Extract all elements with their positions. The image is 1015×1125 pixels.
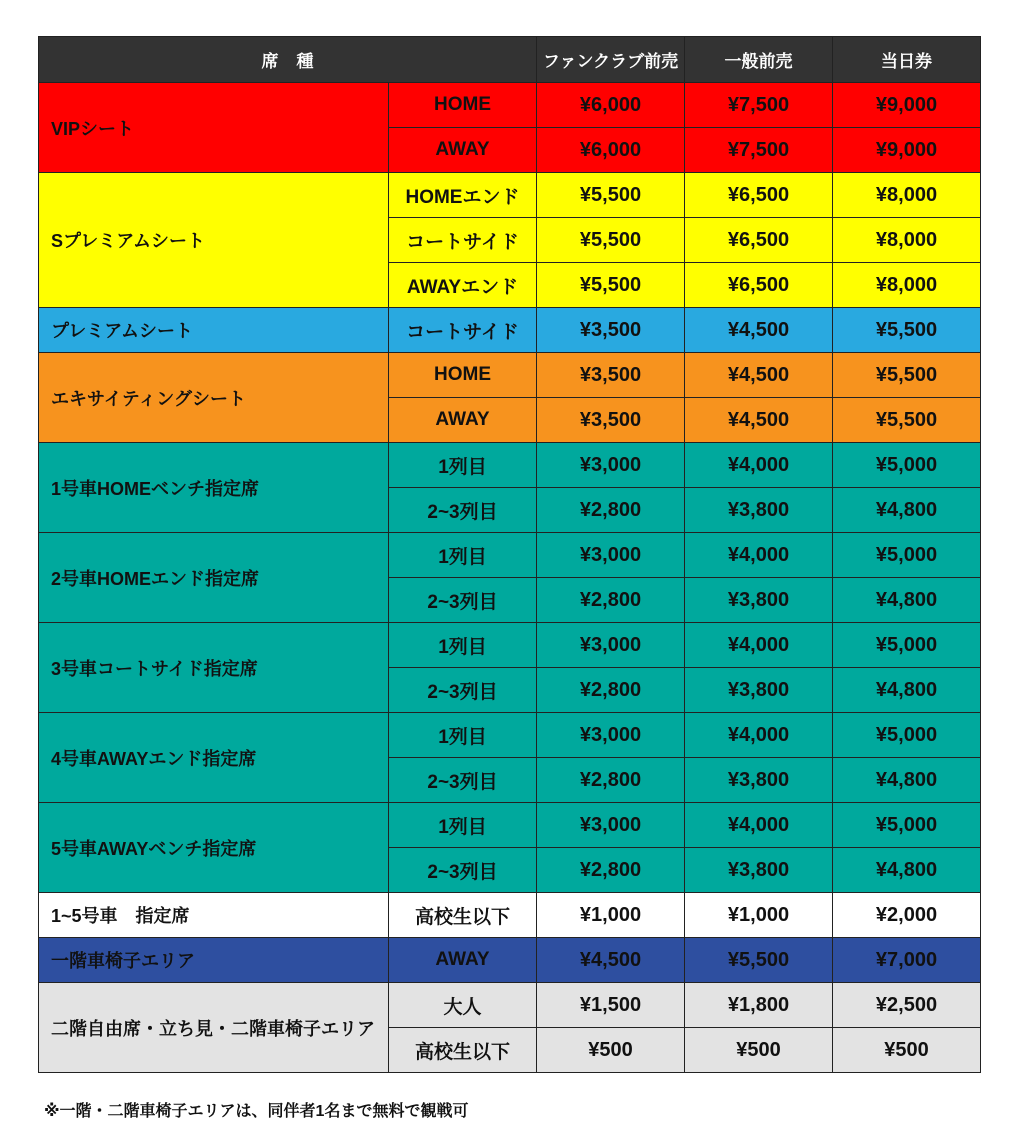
price-fanclub: ¥3,000 xyxy=(537,713,685,758)
sub-category: 2~3列目 xyxy=(389,668,537,713)
price-fanclub: ¥2,800 xyxy=(537,668,685,713)
seat-name: 5号車AWAYベンチ指定席 xyxy=(39,803,389,893)
sub-category: 2~3列目 xyxy=(389,578,537,623)
price-general: ¥4,000 xyxy=(685,623,833,668)
price-sameday: ¥8,000 xyxy=(833,263,981,308)
price-sameday: ¥5,000 xyxy=(833,533,981,578)
sub-category: AWAY xyxy=(389,128,537,173)
price-general: ¥6,500 xyxy=(685,263,833,308)
price-general: ¥7,500 xyxy=(685,83,833,128)
price-fanclub: ¥5,500 xyxy=(537,263,685,308)
header-row xyxy=(39,37,981,83)
price-general: ¥500 xyxy=(685,1028,833,1073)
price-general: ¥6,500 xyxy=(685,218,833,263)
footnote: ※一階・二階車椅子エリアは、同伴者1名まで無料で観戦可 xyxy=(44,1103,469,1120)
price-sameday: ¥9,000 xyxy=(833,83,981,128)
price-general: ¥1,000 xyxy=(685,893,833,938)
sub-category: 大人 xyxy=(389,983,537,1028)
sub-category: 高校生以下 xyxy=(389,893,537,938)
price-fanclub: ¥5,500 xyxy=(537,173,685,218)
price-fanclub: ¥1,000 xyxy=(537,893,685,938)
sub-category: AWAY xyxy=(389,938,537,983)
table-row xyxy=(39,623,981,668)
seat-name: 二階自由席・立ち見・二階車椅子エリア xyxy=(39,983,389,1073)
price-fanclub: ¥6,000 xyxy=(537,128,685,173)
price-sameday: ¥8,000 xyxy=(833,218,981,263)
table-row xyxy=(39,938,981,983)
price-sameday: ¥8,000 xyxy=(833,173,981,218)
table-row xyxy=(39,308,981,353)
sub-category: 1列目 xyxy=(389,803,537,848)
price-sameday: ¥5,000 xyxy=(833,713,981,758)
price-sameday: ¥5,500 xyxy=(833,398,981,443)
sub-category: 高校生以下 xyxy=(389,1028,537,1073)
sub-category: 1列目 xyxy=(389,443,537,488)
table-row xyxy=(39,893,981,938)
price-sameday: ¥4,800 xyxy=(833,758,981,803)
price-general: ¥4,500 xyxy=(685,353,833,398)
table-row xyxy=(39,353,981,398)
price-general: ¥3,800 xyxy=(685,668,833,713)
table-row xyxy=(39,983,981,1028)
price-sameday: ¥2,000 xyxy=(833,893,981,938)
price-fanclub: ¥2,800 xyxy=(537,758,685,803)
seat-name: 1号車HOMEベンチ指定席 xyxy=(39,443,389,533)
sub-category: HOME xyxy=(389,83,537,128)
seat-name: 1~5号車 指定席 xyxy=(39,893,389,938)
price-fanclub: ¥3,000 xyxy=(537,443,685,488)
seat-name: 一階車椅子エリア xyxy=(39,938,389,983)
price-sameday: ¥2,500 xyxy=(833,983,981,1028)
sub-category: 2~3列目 xyxy=(389,848,537,893)
table-row xyxy=(39,173,981,218)
sub-category: 2~3列目 xyxy=(389,758,537,803)
table-row xyxy=(39,533,981,578)
price-sameday: ¥4,800 xyxy=(833,578,981,623)
header-general: 一般前売 xyxy=(685,37,833,83)
price-general: ¥4,000 xyxy=(685,443,833,488)
price-general: ¥6,500 xyxy=(685,173,833,218)
seat-name: VIPシート xyxy=(39,83,389,173)
price-fanclub: ¥1,500 xyxy=(537,983,685,1028)
table-row xyxy=(39,83,981,128)
price-general: ¥1,800 xyxy=(685,983,833,1028)
sub-category: 1列目 xyxy=(389,623,537,668)
table-row xyxy=(39,713,981,758)
price-general: ¥3,800 xyxy=(685,758,833,803)
sub-category: コートサイド xyxy=(389,308,537,353)
price-fanclub: ¥3,500 xyxy=(537,398,685,443)
price-fanclub: ¥2,800 xyxy=(537,848,685,893)
price-general: ¥4,000 xyxy=(685,803,833,848)
seat-name: 3号車コートサイド指定席 xyxy=(39,623,389,713)
price-fanclub: ¥3,000 xyxy=(537,623,685,668)
price-sameday: ¥500 xyxy=(833,1028,981,1073)
seat-name: Sプレミアムシート xyxy=(39,173,389,308)
sub-category: 1列目 xyxy=(389,533,537,578)
header-sameday: 当日券 xyxy=(833,37,981,83)
price-general: ¥4,500 xyxy=(685,308,833,353)
price-fanclub: ¥5,500 xyxy=(537,218,685,263)
sub-category: HOME xyxy=(389,353,537,398)
sub-category: 2~3列目 xyxy=(389,488,537,533)
price-general: ¥4,000 xyxy=(685,713,833,758)
price-fanclub: ¥2,800 xyxy=(537,578,685,623)
price-general: ¥4,000 xyxy=(685,533,833,578)
table-row xyxy=(39,443,981,488)
sub-category: AWAYエンド xyxy=(389,263,537,308)
price-sameday: ¥5,500 xyxy=(833,308,981,353)
table-row xyxy=(39,803,981,848)
price-fanclub: ¥3,500 xyxy=(537,308,685,353)
price-fanclub: ¥500 xyxy=(537,1028,685,1073)
price-sameday: ¥4,800 xyxy=(833,488,981,533)
price-fanclub: ¥3,500 xyxy=(537,353,685,398)
price-sameday: ¥4,800 xyxy=(833,668,981,713)
price-table xyxy=(38,36,981,1073)
seat-name: 2号車HOMEエンド指定席 xyxy=(39,533,389,623)
seat-name: エキサイティングシート xyxy=(39,353,389,443)
header-seat-type: 席種 xyxy=(39,37,537,83)
price-fanclub: ¥4,500 xyxy=(537,938,685,983)
price-sameday: ¥5,000 xyxy=(833,443,981,488)
price-general: ¥5,500 xyxy=(685,938,833,983)
price-general: ¥4,500 xyxy=(685,398,833,443)
price-fanclub: ¥6,000 xyxy=(537,83,685,128)
price-sameday: ¥5,500 xyxy=(833,353,981,398)
sub-category: コートサイド xyxy=(389,218,537,263)
sub-category: HOMEエンド xyxy=(389,173,537,218)
price-fanclub: ¥3,000 xyxy=(537,803,685,848)
sub-category: AWAY xyxy=(389,398,537,443)
price-sameday: ¥5,000 xyxy=(833,803,981,848)
price-general: ¥3,800 xyxy=(685,578,833,623)
price-sameday: ¥5,000 xyxy=(833,623,981,668)
seat-name: 4号車AWAYエンド指定席 xyxy=(39,713,389,803)
price-sameday: ¥9,000 xyxy=(833,128,981,173)
header-fanclub: ファンクラブ前売 xyxy=(537,37,685,83)
price-general: ¥3,800 xyxy=(685,848,833,893)
price-general: ¥3,800 xyxy=(685,488,833,533)
price-sameday: ¥4,800 xyxy=(833,848,981,893)
price-fanclub: ¥3,000 xyxy=(537,533,685,578)
price-fanclub: ¥2,800 xyxy=(537,488,685,533)
price-general: ¥7,500 xyxy=(685,128,833,173)
seat-name: プレミアムシート xyxy=(39,308,389,353)
price-sameday: ¥7,000 xyxy=(833,938,981,983)
sub-category: 1列目 xyxy=(389,713,537,758)
